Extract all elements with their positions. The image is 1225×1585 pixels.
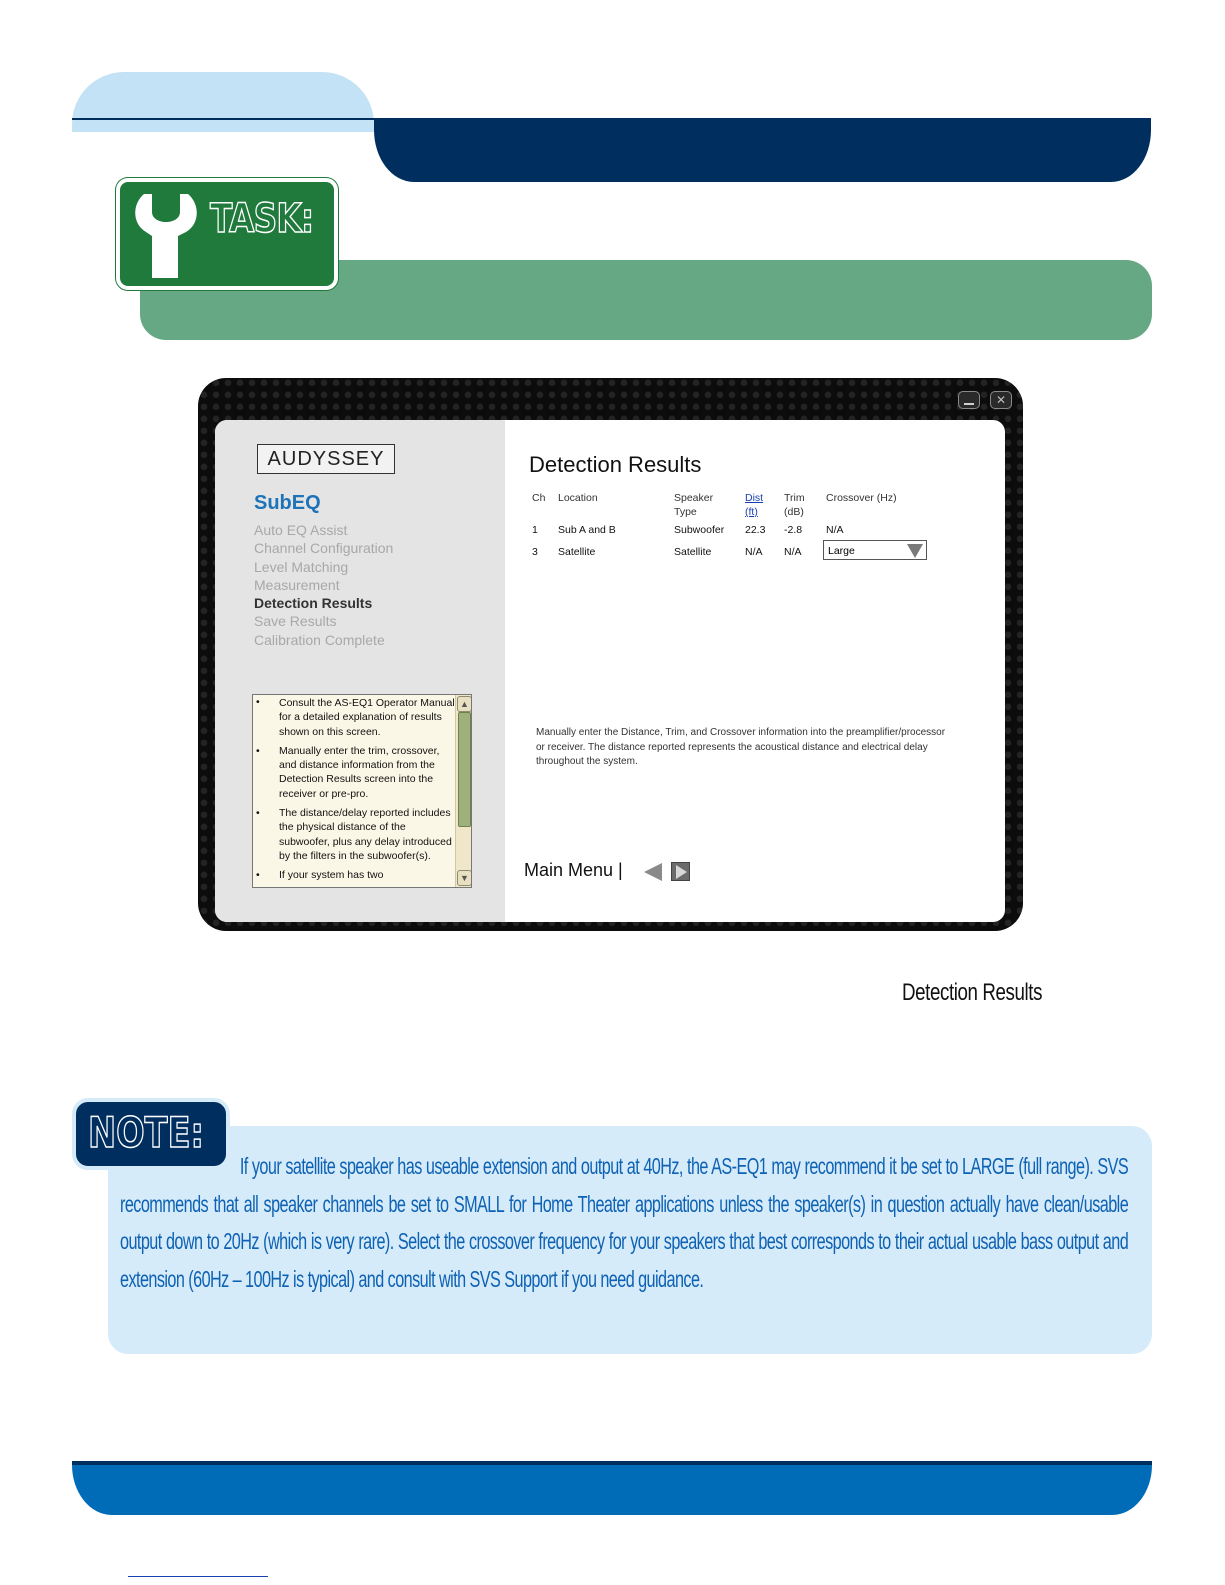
col-header-dist-unit[interactable]: (ft): [745, 506, 758, 518]
footer-link-underline[interactable]: [128, 1576, 268, 1577]
footer-band: [72, 1461, 1152, 1515]
audyssey-logo: AUDYSSEY: [257, 444, 395, 474]
task-badge: [116, 178, 338, 290]
cell-trim: N/A: [784, 546, 802, 558]
step-auto-eq-assist[interactable]: Auto EQ Assist: [254, 522, 348, 538]
minimize-button[interactable]: [958, 391, 980, 409]
help-item: • If your system has two: [253, 868, 455, 887]
audyssey-app-window: [198, 378, 1023, 931]
step-save-results[interactable]: Save Results: [254, 613, 337, 630]
instructions-text: Manually enter the Distance, Trim, and Crossover information into the preamplifier/processor or receiver. The distance reported represents the acoustical distance and electrical delay throughout the system.: [536, 727, 946, 767]
header-band-light: [72, 72, 374, 132]
cell-type: Subwoofer: [674, 524, 725, 536]
step-level-matching[interactable]: Level Matching: [254, 558, 349, 575]
help-item: • Consult the AS-EQ1 Operator Manual for a detailed explanation of results shown on this screen.: [253, 695, 455, 744]
app-client-area: [215, 420, 1005, 922]
wizard-steps: [254, 521, 393, 649]
note-text: If your satellite speaker has useable extension and output at 40Hz, the AS-EQ1 may recommend it be set to LARGE (full range). SVS recommends that all speaker channels be set to SMALL for Home Theater applications unless the speaker(s) in question actually have clean/usable output down to 20Hz (which is very rare). Select the crossover frequency for your speakers that best corresponds to their actual usable bass output and extension (60Hz – 100Hz is typical) and consult with SVS Support if you need guidance.: [120, 1153, 1129, 1292]
cell-dist: N/A: [745, 546, 763, 558]
crossover-select[interactable]: [823, 540, 927, 560]
cell-type: Satellite: [674, 546, 712, 558]
help-scrollbar[interactable]: [455, 695, 471, 887]
product-title: SubEQ: [254, 492, 321, 514]
main-menu-link[interactable]: Main Menu |: [524, 860, 623, 880]
help-panel: [252, 694, 472, 888]
col-header-ch: Ch: [532, 492, 546, 504]
cell-ch: 1: [532, 524, 538, 536]
col-header-location: Location: [558, 492, 598, 504]
help-list: [253, 695, 455, 888]
header-band-dark: [374, 118, 1151, 182]
col-header-speaker: Speaker: [674, 492, 714, 504]
step-detection-results[interactable]: Detection Results: [254, 595, 373, 612]
step-measurement[interactable]: Measurement: [254, 576, 340, 593]
col-header-trim: Trim: [784, 492, 805, 504]
cell-location: Sub A and B: [558, 524, 616, 536]
close-button[interactable]: ✕: [990, 391, 1012, 409]
col-header-dist-link[interactable]: Dist: [745, 492, 764, 504]
step-channel-configuration[interactable]: Channel Configuration: [254, 540, 394, 557]
cell-crossover: N/A: [826, 524, 844, 536]
step-calibration-complete[interactable]: Calibration Complete: [254, 631, 385, 648]
cell-location: Satellite: [558, 546, 596, 558]
previous-arrow-icon[interactable]: [644, 863, 662, 881]
cell-trim: -2.8: [784, 524, 803, 536]
help-item: • Manually enter the trim, crossover, and distance information from the Detection Results screen into the receiver or pre-pro.: [253, 744, 455, 806]
page-title: Detection Results: [529, 452, 702, 477]
cell-ch: 3: [532, 546, 538, 558]
cell-dist: 22.3: [745, 524, 766, 536]
col-header-type: Type: [674, 506, 697, 518]
scroll-down-icon[interactable]: ▼: [457, 870, 472, 886]
scroll-up-icon[interactable]: ▲: [457, 696, 472, 712]
task-label: TASK:: [210, 196, 314, 242]
scroll-thumb[interactable]: [458, 712, 471, 827]
col-header-trim-unit: (dB): [784, 506, 804, 518]
help-item: • The distance/delay reported includes the physical distance of the subwoofer, plus any delay introduced by the filters in the subwoofer(s).: [253, 806, 455, 868]
crossover-select-value: Large: [828, 545, 855, 557]
wrench-icon: [130, 188, 212, 280]
col-header-crossover: Crossover (Hz): [826, 492, 897, 504]
next-arrow-icon[interactable]: [671, 862, 690, 881]
figure-caption: Detection Results: [902, 979, 1043, 1006]
sidebar: [215, 420, 505, 922]
chevron-down-icon[interactable]: [907, 544, 923, 558]
note-label: NOTE:: [88, 1108, 204, 1157]
